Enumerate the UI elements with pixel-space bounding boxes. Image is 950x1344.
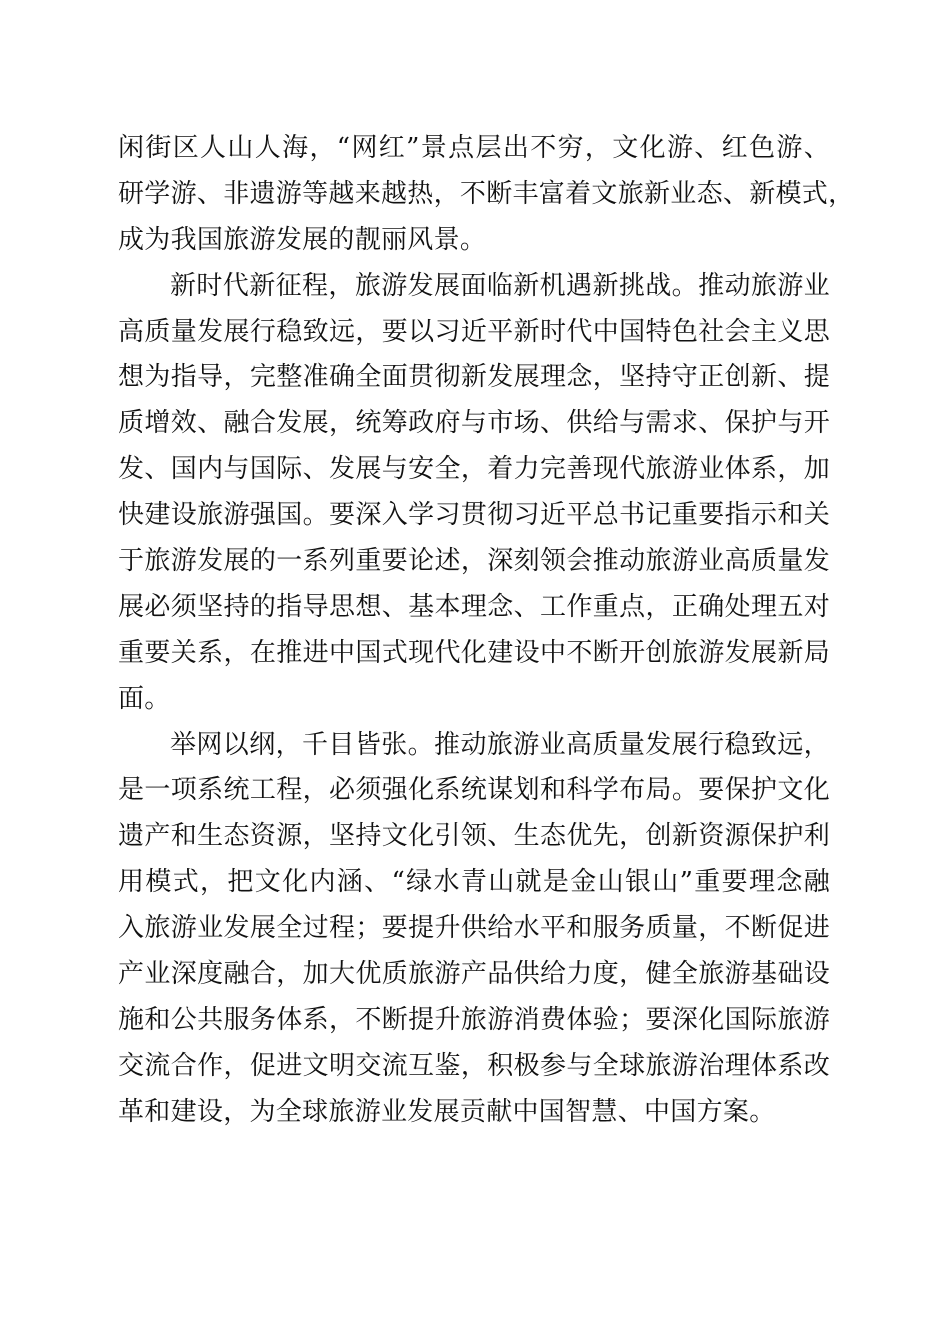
text-line: 遗产和生态资源，坚持文化引领、生态优先，创新资源保护利 (118, 821, 830, 852)
text-line: 研学游、非遗游等越来越热，不断丰富着文旅新业态、新模式， (118, 178, 855, 209)
text-line: 质增效、融合发展，统筹政府与市场、供给与需求、保护与开 (118, 408, 830, 439)
text-line: 展必须坚持的指导思想、基本理念、工作重点，正确处理五对 (118, 591, 830, 622)
text-line: 新时代新征程，旅游发展面临新机遇新挑战。推动旅游业 (170, 270, 830, 301)
text-line: 交流合作，促进文明交流互鉴，积极参与全球旅游治理体系改 (118, 1050, 830, 1081)
text-line: 举网以纲，千目皆张。推动旅游业高质量发展行稳致远， (170, 729, 830, 760)
text-line: 于旅游发展的一系列重要论述，深刻领会推动旅游业高质量发 (118, 546, 830, 577)
text-line: 施和公共服务体系，不断提升旅游消费体验；要深化国际旅游 (118, 1004, 830, 1035)
text-line: 想为指导，完整准确全面贯彻新发展理念，坚持守正创新、提 (118, 362, 830, 393)
text-line: 发、国内与国际、发展与安全，着力完善现代旅游业体系，加 (118, 454, 830, 485)
text-line: 高质量发展行稳致远，要以习近平新时代中国特色社会主义思 (118, 316, 830, 347)
text-line: 入旅游业发展全过程；要提升供给水平和服务质量，不断促进 (118, 913, 830, 944)
text-line: 快建设旅游强国。要深入学习贯彻习近平总书记重要指示和关 (118, 500, 830, 531)
text-line: 面。 (118, 683, 171, 714)
text-line: 是一项系统工程，必须强化系统谋划和科学布局。要保护文化 (118, 775, 830, 806)
paragraph-1 (118, 126, 855, 264)
text-line: 革和建设，为全球旅游业发展贡献中国智慧、中国方案。 (118, 1096, 776, 1127)
document-body (118, 126, 855, 1136)
text-line: 用模式，把文化内涵、“绿水青山就是金山银山”重要理念融 (118, 867, 830, 898)
paragraph-2 (118, 264, 830, 723)
text-line: 产业深度融合，加大优质旅游产品供给力度，健全旅游基础设 (118, 959, 830, 990)
paragraph-3 (118, 723, 830, 1136)
text-line: 闲街区人山人海，“网红”景点层出不穷，文化游、红色游、 (118, 133, 830, 163)
text-line: 重要关系，在推进中国式现代化建设中不断开创旅游发展新局 (118, 637, 830, 668)
text-line: 成为我国旅游发展的靓丽风景。 (118, 224, 487, 255)
